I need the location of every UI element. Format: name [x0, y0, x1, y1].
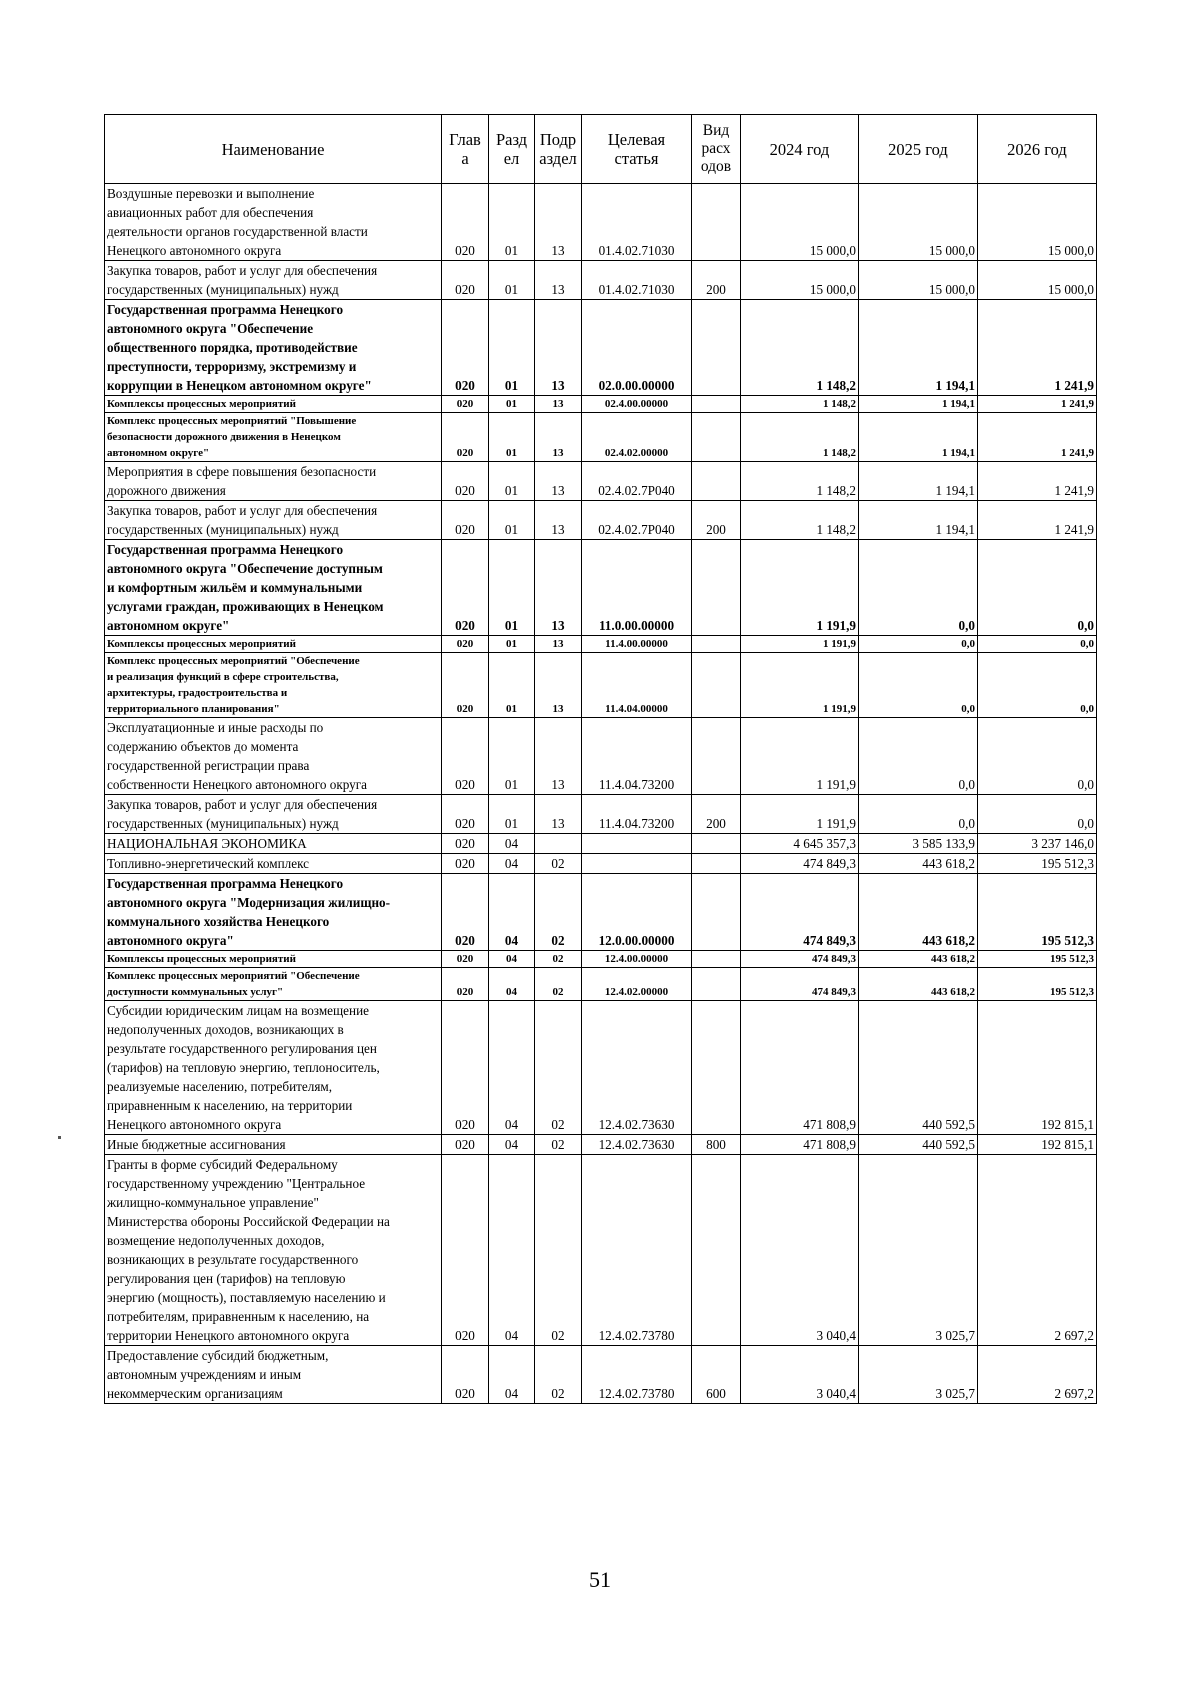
amount-2026-cell: 2 697,2	[978, 1346, 1097, 1404]
amount-2024-cell: 471 808,9	[741, 1135, 859, 1155]
name-cell: Предоставление субсидий бюджетным, автономным учреждениям и иным некоммерческим организациям	[105, 1346, 442, 1404]
amount-2025-cell: 1 194,1	[859, 462, 978, 501]
amount-2025-cell: 443 618,2	[859, 951, 978, 968]
name-cell: Комплекс процессных мероприятий "Повышение безопасности дорожного движения в Ненецком автономном округе"	[105, 413, 442, 462]
expense-type-cell	[692, 636, 741, 653]
expense-type-cell	[692, 300, 741, 396]
razdel-cell: 04	[489, 1346, 535, 1404]
glava-cell: 020	[442, 718, 489, 795]
amount-2026-cell: 195 512,3	[978, 968, 1097, 1001]
expense-type-cell	[692, 653, 741, 718]
table-row	[105, 1346, 1097, 1404]
amount-2026-cell: 195 512,3	[978, 874, 1097, 951]
name-cell: Мероприятия в сфере повышения безопасности дорожного движения	[105, 462, 442, 501]
razdel-cell: 01	[489, 653, 535, 718]
table-row	[105, 413, 1097, 462]
amount-2026-cell: 195 512,3	[978, 854, 1097, 874]
expense-type-cell	[692, 1001, 741, 1135]
expense-type-cell	[692, 540, 741, 636]
glava-cell: 020	[442, 300, 489, 396]
amount-2026-cell: 1 241,9	[978, 413, 1097, 462]
table-row	[105, 968, 1097, 1001]
amount-2025-cell: 1 194,1	[859, 501, 978, 540]
podrazdel-cell: 13	[535, 540, 582, 636]
expense-type-cell	[692, 396, 741, 413]
amount-2025-cell: 1 194,1	[859, 300, 978, 396]
amount-2026-cell: 1 241,9	[978, 300, 1097, 396]
podrazdel-cell: 13	[535, 300, 582, 396]
amount-2025-cell: 3 025,7	[859, 1155, 978, 1346]
table-row	[105, 1155, 1097, 1346]
expense-type-cell	[692, 1155, 741, 1346]
expense-type-cell	[692, 184, 741, 261]
glava-cell: 020	[442, 396, 489, 413]
podrazdel-cell: 02	[535, 968, 582, 1001]
podrazdel-cell: 02	[535, 1346, 582, 1404]
header-glava: Глав а	[442, 115, 489, 184]
target-article-cell: 02.4.02.7Р040	[582, 501, 692, 540]
expense-type-cell	[692, 462, 741, 501]
target-article-cell: 11.4.04.73200	[582, 718, 692, 795]
table-body	[105, 184, 1097, 1404]
glava-cell: 020	[442, 501, 489, 540]
target-article-cell: 01.4.02.71030	[582, 184, 692, 261]
expense-type-cell: 800	[692, 1135, 741, 1155]
amount-2026-cell: 192 815,1	[978, 1001, 1097, 1135]
amount-2026-cell: 3 237 146,0	[978, 834, 1097, 854]
amount-2026-cell: 0,0	[978, 540, 1097, 636]
razdel-cell: 04	[489, 1135, 535, 1155]
glava-cell: 020	[442, 1346, 489, 1404]
amount-2025-cell: 3 585 133,9	[859, 834, 978, 854]
amount-2026-cell: 0,0	[978, 653, 1097, 718]
razdel-cell: 01	[489, 501, 535, 540]
razdel-cell: 01	[489, 396, 535, 413]
glava-cell: 020	[442, 413, 489, 462]
name-cell: Комплексы процессных мероприятий	[105, 636, 442, 653]
table-row	[105, 653, 1097, 718]
table-row	[105, 184, 1097, 261]
amount-2024-cell: 4 645 357,3	[741, 834, 859, 854]
name-cell: Государственная программа Ненецкого автономного округа "Обеспечение общественного порядка, противодействие преступности, терроризму, экстремизму и коррупции в Ненецком автономном округе"	[105, 300, 442, 396]
podrazdel-cell: 13	[535, 795, 582, 834]
podrazdel-cell: 13	[535, 653, 582, 718]
table-row	[105, 462, 1097, 501]
name-cell: Воздушные перевозки и выполнение авиационных работ для обеспечения деятельности органов государственной власти Ненецкого автономного округа	[105, 184, 442, 261]
header-year-2026: 2026 год	[978, 115, 1097, 184]
expense-type-cell	[692, 718, 741, 795]
amount-2024-cell: 15 000,0	[741, 261, 859, 300]
amount-2025-cell: 15 000,0	[859, 261, 978, 300]
razdel-cell: 01	[489, 795, 535, 834]
podrazdel-cell: 02	[535, 854, 582, 874]
name-cell: Иные бюджетные ассигнования	[105, 1135, 442, 1155]
target-article-cell	[582, 834, 692, 854]
glava-cell: 020	[442, 1155, 489, 1346]
target-article-cell: 12.4.00.00000	[582, 951, 692, 968]
header-year-2025: 2025 год	[859, 115, 978, 184]
podrazdel-cell: 02	[535, 1135, 582, 1155]
table-row	[105, 874, 1097, 951]
target-article-cell: 02.4.02.00000	[582, 413, 692, 462]
expense-type-cell: 600	[692, 1346, 741, 1404]
razdel-cell: 01	[489, 636, 535, 653]
amount-2024-cell: 474 849,3	[741, 874, 859, 951]
razdel-cell: 01	[489, 413, 535, 462]
razdel-cell: 04	[489, 834, 535, 854]
podrazdel-cell: 13	[535, 184, 582, 261]
name-cell: Комплексы процессных мероприятий	[105, 951, 442, 968]
amount-2025-cell: 0,0	[859, 653, 978, 718]
amount-2024-cell: 3 040,4	[741, 1155, 859, 1346]
amount-2024-cell: 1 148,2	[741, 462, 859, 501]
podrazdel-cell: 13	[535, 413, 582, 462]
amount-2025-cell: 0,0	[859, 540, 978, 636]
amount-2025-cell: 0,0	[859, 795, 978, 834]
glava-cell: 020	[442, 184, 489, 261]
expense-type-cell	[692, 854, 741, 874]
header-year-2024: 2024 год	[741, 115, 859, 184]
table-row	[105, 1001, 1097, 1135]
razdel-cell: 04	[489, 854, 535, 874]
name-cell: НАЦИОНАЛЬНАЯ ЭКОНОМИКА	[105, 834, 442, 854]
table-row	[105, 396, 1097, 413]
amount-2024-cell: 1 148,2	[741, 413, 859, 462]
amount-2025-cell: 15 000,0	[859, 184, 978, 261]
target-article-cell: 11.4.00.00000	[582, 636, 692, 653]
amount-2026-cell: 195 512,3	[978, 951, 1097, 968]
amount-2024-cell: 474 849,3	[741, 951, 859, 968]
razdel-cell: 01	[489, 540, 535, 636]
amount-2026-cell: 2 697,2	[978, 1155, 1097, 1346]
expense-type-cell: 200	[692, 795, 741, 834]
amount-2026-cell: 1 241,9	[978, 462, 1097, 501]
table-row	[105, 718, 1097, 795]
podrazdel-cell: 13	[535, 636, 582, 653]
glava-cell: 020	[442, 653, 489, 718]
glava-cell: 020	[442, 951, 489, 968]
glava-cell: 020	[442, 968, 489, 1001]
razdel-cell: 01	[489, 462, 535, 501]
amount-2026-cell: 0,0	[978, 718, 1097, 795]
glava-cell: 020	[442, 636, 489, 653]
razdel-cell: 04	[489, 874, 535, 951]
table-header-row	[105, 115, 1097, 184]
amount-2024-cell: 1 191,9	[741, 653, 859, 718]
amount-2025-cell: 440 592,5	[859, 1001, 978, 1135]
amount-2026-cell: 0,0	[978, 636, 1097, 653]
glava-cell: 020	[442, 261, 489, 300]
expense-type-cell	[692, 413, 741, 462]
razdel-cell: 01	[489, 184, 535, 261]
table-row	[105, 951, 1097, 968]
amount-2026-cell: 15 000,0	[978, 184, 1097, 261]
header-razdel: Разд ел	[489, 115, 535, 184]
amount-2024-cell: 15 000,0	[741, 184, 859, 261]
amount-2026-cell: 0,0	[978, 795, 1097, 834]
amount-2026-cell: 192 815,1	[978, 1135, 1097, 1155]
glava-cell: 020	[442, 540, 489, 636]
amount-2026-cell: 1 241,9	[978, 396, 1097, 413]
name-cell: Государственная программа Ненецкого автономного округа "Модернизация жилищно- коммунального хозяйства Ненецкого автономного округа"	[105, 874, 442, 951]
name-cell: Закупка товаров, работ и услуг для обеспечения государственных (муниципальных) нужд	[105, 261, 442, 300]
glava-cell: 020	[442, 854, 489, 874]
target-article-cell: 02.4.00.00000	[582, 396, 692, 413]
table-row	[105, 636, 1097, 653]
razdel-cell: 01	[489, 261, 535, 300]
amount-2024-cell: 1 148,2	[741, 501, 859, 540]
expense-type-cell: 200	[692, 501, 741, 540]
amount-2025-cell: 0,0	[859, 636, 978, 653]
glava-cell: 020	[442, 1001, 489, 1135]
name-cell: Комплекс процессных мероприятий "Обеспечение и реализация функций в сфере строительства, архитектуры, градостроительства и территориального планирования"	[105, 653, 442, 718]
amount-2025-cell: 443 618,2	[859, 968, 978, 1001]
target-article-cell: 12.4.02.73630	[582, 1135, 692, 1155]
razdel-cell: 01	[489, 718, 535, 795]
table-row	[105, 540, 1097, 636]
target-article-cell	[582, 854, 692, 874]
target-article-cell: 12.4.02.00000	[582, 968, 692, 1001]
budget-table	[104, 114, 1097, 1404]
amount-2026-cell: 15 000,0	[978, 261, 1097, 300]
amount-2025-cell: 1 194,1	[859, 396, 978, 413]
expense-type-cell: 200	[692, 261, 741, 300]
name-cell: Эксплуатационные и иные расходы по содержанию объектов до момента государственной регистрации права собственности Ненецкого автономного округа	[105, 718, 442, 795]
amount-2024-cell: 1 148,2	[741, 396, 859, 413]
target-article-cell: 02.4.02.7Р040	[582, 462, 692, 501]
table-row	[105, 795, 1097, 834]
podrazdel-cell: 02	[535, 1001, 582, 1135]
amount-2024-cell: 1 191,9	[741, 636, 859, 653]
name-cell: Субсидии юридическим лицам на возмещение недополученных доходов, возникающих в результате государственного регулирования цен (тарифов) на тепловую энергию, теплоноситель, реализуемые населению, потребителям, приравненным к населению, на территории Ненецкого автономного округа	[105, 1001, 442, 1135]
podrazdel-cell: 13	[535, 396, 582, 413]
target-article-cell: 11.4.04.00000	[582, 653, 692, 718]
expense-type-cell	[692, 834, 741, 854]
header-name: Наименование	[105, 115, 442, 184]
amount-2024-cell: 474 849,3	[741, 854, 859, 874]
amount-2024-cell: 1 191,9	[741, 795, 859, 834]
amount-2024-cell: 1 191,9	[741, 540, 859, 636]
amount-2024-cell: 474 849,3	[741, 968, 859, 1001]
target-article-cell: 11.0.00.00000	[582, 540, 692, 636]
amount-2025-cell: 440 592,5	[859, 1135, 978, 1155]
header-podrazdel: Подр аздел	[535, 115, 582, 184]
table-row	[105, 300, 1097, 396]
margin-mark	[58, 1136, 61, 1139]
amount-2024-cell: 471 808,9	[741, 1001, 859, 1135]
amount-2025-cell: 3 025,7	[859, 1346, 978, 1404]
amount-2026-cell: 1 241,9	[978, 501, 1097, 540]
podrazdel-cell: 13	[535, 462, 582, 501]
amount-2024-cell: 3 040,4	[741, 1346, 859, 1404]
podrazdel-cell: 13	[535, 261, 582, 300]
name-cell: Комплекс процессных мероприятий "Обеспечение доступности коммунальных услуг"	[105, 968, 442, 1001]
glava-cell: 020	[442, 462, 489, 501]
glava-cell: 020	[442, 834, 489, 854]
name-cell: Гранты в форме субсидий Федеральному государственному учреждению "Центральное жилищно-коммунальное управление" Министерства обороны Российской Федерации на возмещение недополученных доходов, возникающих в результате государственного регулирования цен (тарифов) на тепловую энергию (мощность), поставляемую населению и потребителям, приравненным к населению, на территории Ненецкого автономного округа	[105, 1155, 442, 1346]
name-cell: Государственная программа Ненецкого автономного округа "Обеспечение доступным и комфортным жильём и коммунальными услугами граждан, проживающих в Ненецком автономном округе"	[105, 540, 442, 636]
podrazdel-cell: 13	[535, 718, 582, 795]
podrazdel-cell: 02	[535, 874, 582, 951]
razdel-cell: 01	[489, 300, 535, 396]
amount-2025-cell: 443 618,2	[859, 874, 978, 951]
podrazdel-cell	[535, 834, 582, 854]
target-article-cell: 02.0.00.00000	[582, 300, 692, 396]
name-cell: Топливно-энергетический комплекс	[105, 854, 442, 874]
amount-2024-cell: 1 148,2	[741, 300, 859, 396]
expense-type-cell	[692, 874, 741, 951]
amount-2025-cell: 443 618,2	[859, 854, 978, 874]
amount-2024-cell: 1 191,9	[741, 718, 859, 795]
expense-type-cell	[692, 968, 741, 1001]
podrazdel-cell: 02	[535, 1155, 582, 1346]
table-row	[105, 854, 1097, 874]
glava-cell: 020	[442, 874, 489, 951]
page-number: 51	[589, 1567, 611, 1592]
glava-cell: 020	[442, 1135, 489, 1155]
target-article-cell: 01.4.02.71030	[582, 261, 692, 300]
amount-2025-cell: 1 194,1	[859, 413, 978, 462]
header-target-article: Целевая статья	[582, 115, 692, 184]
target-article-cell: 11.4.04.73200	[582, 795, 692, 834]
glava-cell: 020	[442, 795, 489, 834]
podrazdel-cell: 13	[535, 501, 582, 540]
name-cell: Закупка товаров, работ и услуг для обеспечения государственных (муниципальных) нужд	[105, 501, 442, 540]
target-article-cell: 12.4.02.73780	[582, 1155, 692, 1346]
table-row	[105, 1135, 1097, 1155]
header-expense-type: Вид расх одов	[692, 115, 741, 184]
razdel-cell: 04	[489, 951, 535, 968]
target-article-cell: 12.4.02.73780	[582, 1346, 692, 1404]
razdel-cell: 04	[489, 1155, 535, 1346]
name-cell: Комплексы процессных мероприятий	[105, 396, 442, 413]
podrazdel-cell: 02	[535, 951, 582, 968]
amount-2025-cell: 0,0	[859, 718, 978, 795]
razdel-cell: 04	[489, 968, 535, 1001]
table-row	[105, 834, 1097, 854]
table-row	[105, 501, 1097, 540]
target-article-cell: 12.4.02.73630	[582, 1001, 692, 1135]
name-cell: Закупка товаров, работ и услуг для обеспечения государственных (муниципальных) нужд	[105, 795, 442, 834]
target-article-cell: 12.0.00.00000	[582, 874, 692, 951]
razdel-cell: 04	[489, 1001, 535, 1135]
table-row	[105, 261, 1097, 300]
expense-type-cell	[692, 951, 741, 968]
